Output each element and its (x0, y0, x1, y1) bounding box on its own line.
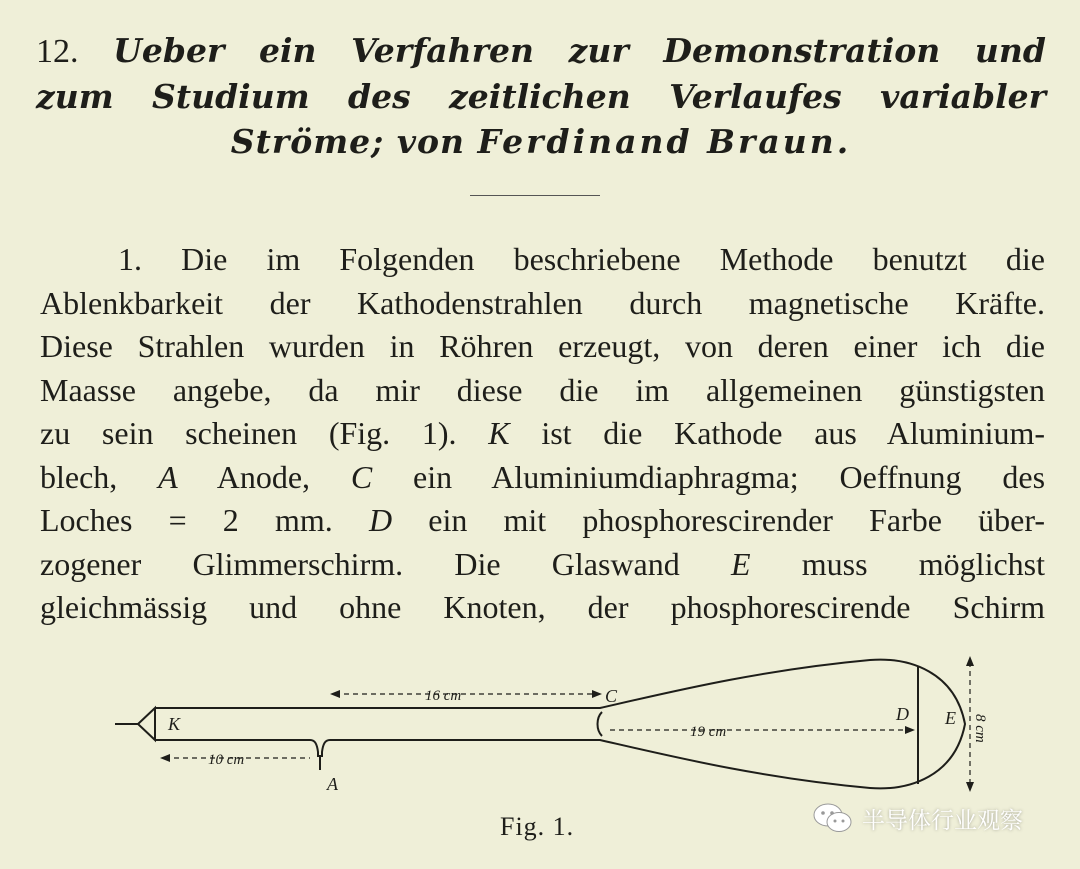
body-line (40, 499, 1045, 543)
braun-tube-diagram (110, 652, 990, 802)
wechat-icon (812, 800, 854, 836)
label-d: D (896, 704, 909, 724)
body-text: zogener Glimmerschirm. Die Glaswand (40, 545, 680, 582)
body-text: zu sein scheinen (Fig. 1). (40, 415, 457, 451)
body-line: Maasse angebe, da mir diese die im allgemeinen günstigsten (40, 371, 1045, 408)
label-c: C (605, 686, 618, 706)
label-8cm: 8 cm (972, 714, 988, 743)
label-k: K (168, 714, 181, 734)
title-text-3: Ströme; von (230, 122, 478, 161)
title-line-2: zum Studium des zeitlichen Verlaufes variabler (36, 77, 1046, 116)
body-text: muss möglichst (801, 545, 1045, 582)
body-line: Diese Strahlen wurden in Röhren erzeugt, von deren einer ich die (40, 328, 1045, 364)
title-line-1 (36, 28, 1046, 74)
body-line (40, 456, 1045, 500)
body-paragraph (40, 238, 1045, 630)
article-title (36, 28, 1046, 164)
figure-caption: Fig. 1. (500, 812, 575, 841)
symbol-k: K (488, 415, 510, 451)
symbol-e: E (730, 545, 751, 582)
body-line (40, 543, 1045, 587)
label-16cm: 16 cm (425, 688, 462, 704)
watermark-text: 半导体行业观察 (862, 807, 1023, 834)
body-line: gleichmässig und ohne Knoten, der phosphorescirende Schirm (40, 589, 1045, 625)
body-text: blech, (40, 458, 118, 495)
diaphragm (598, 712, 603, 736)
body-line: Ablenkbarkeit der Kathodenstrahlen durch magnetische Kräfte. (40, 284, 1045, 321)
article-number: 12. (36, 33, 79, 70)
label-10cm: 10 cm (208, 752, 245, 768)
author-name: Ferdinand Braun. (477, 122, 852, 161)
tube-outline (155, 660, 965, 789)
cathode-cap (138, 708, 155, 740)
body-text: Loches = 2 mm. (40, 502, 333, 538)
label-19cm: 19 cm (690, 724, 727, 740)
body-line (40, 412, 1045, 456)
watermark (812, 800, 1023, 836)
title-line-3 (36, 119, 1046, 164)
title-text-1: Ueber ein Verfahren zur Demonstration und (113, 31, 1046, 70)
body-text: ist die Kathode aus Aluminium- (541, 415, 1045, 451)
label-a: A (327, 774, 338, 794)
symbol-c: C (350, 458, 373, 495)
symbol-d: D (368, 502, 393, 538)
symbol-a: A (158, 458, 178, 495)
body-text: ein Aluminiumdiaphragma; Oeffnung des (413, 458, 1045, 495)
label-e: E (945, 708, 956, 728)
title-divider (470, 195, 600, 196)
body-text: ein mit phosphorescirender Farbe über- (428, 502, 1045, 538)
body-text: Anode, (216, 458, 311, 495)
body-line: 1. Die im Folgenden beschriebene Methode benutzt die (118, 241, 1045, 277)
